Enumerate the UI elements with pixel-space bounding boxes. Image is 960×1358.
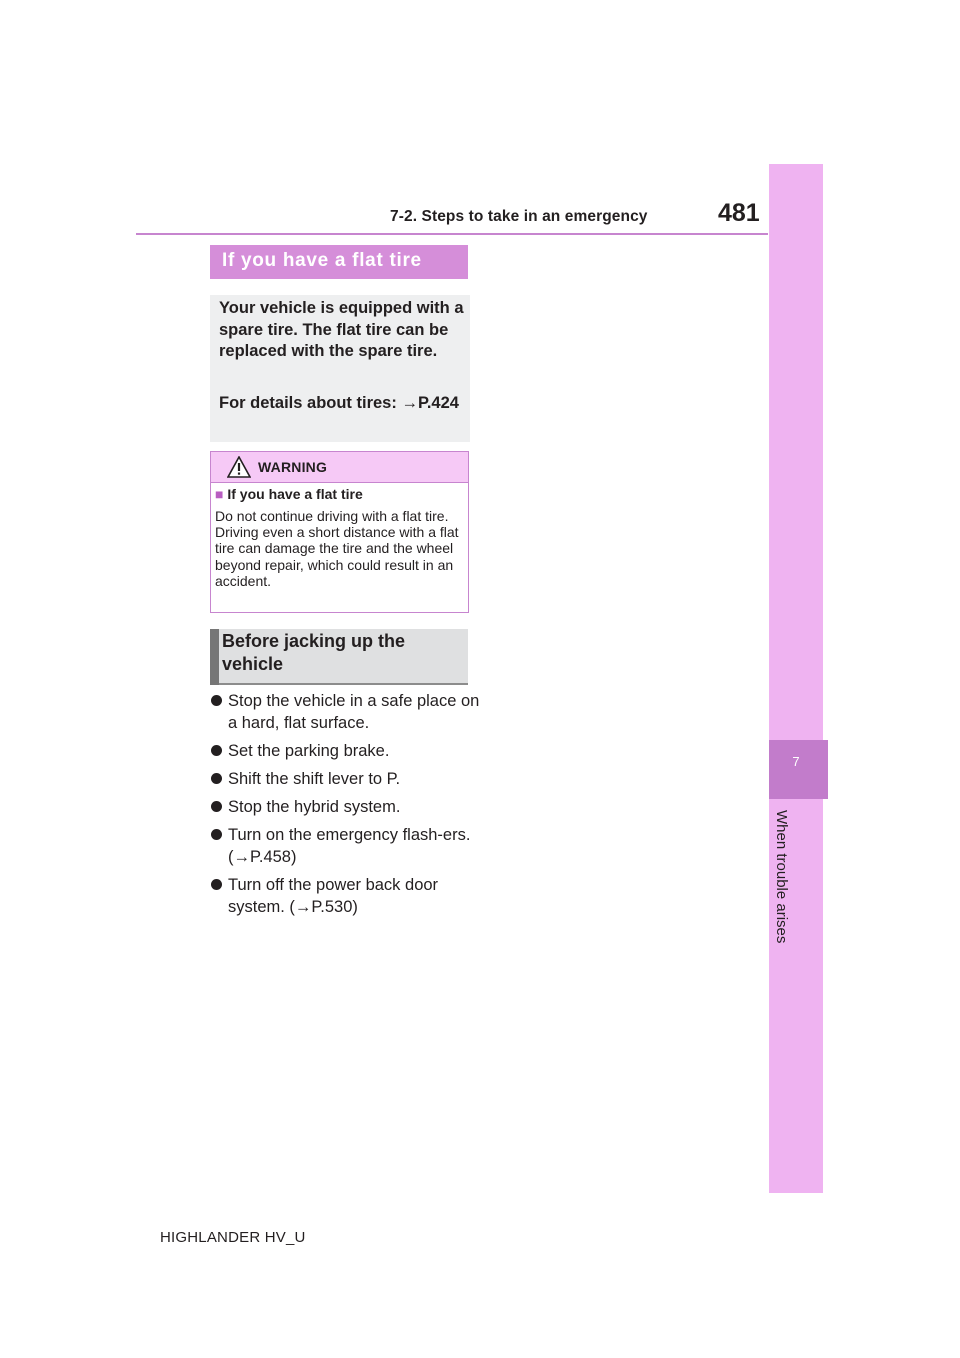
heading-accent-bar [210,629,219,685]
list-item: Shift the shift lever to P. [211,768,481,790]
section-title: 7-2. Steps to take in an emergency [390,208,648,225]
bullet-icon [211,829,222,840]
chapter-number-box [769,740,828,799]
bullet-icon [211,773,222,784]
tire-details-reference[interactable]: For details about tires: →P.424 [219,394,459,412]
bullet-icon [211,879,222,890]
warning-header [211,452,468,483]
chapter-label: When trouble arises [773,810,790,944]
footer-model: HIGHLANDER HV_U [160,1229,306,1246]
flat-tire-heading-text: If you have a flat tire [222,250,422,271]
chapter-number: 7 [792,754,800,769]
info-box [210,295,470,442]
jacking-heading [210,629,468,685]
bullet-icon [211,745,222,756]
warning-triangle-icon [227,456,251,478]
info-text: Your vehicle is equipped with a spare tire. The flat tire can be replaced with the spare tire. [219,299,464,361]
warning-subhead [215,486,363,502]
bullet-icon [211,801,222,812]
list-item: Set the parking brake. [211,740,481,762]
list-item: Turn off the power back door system. (→P.530) [211,874,481,918]
warning-label: WARNING [258,459,328,475]
flat-tire-heading [210,245,468,279]
list-item: Stop the hybrid system. [211,796,481,818]
jacking-heading-text: Before jacking up the vehicle [222,631,406,674]
warning-paragraph: Do not continue driving with a flat tire. [215,508,449,524]
jacking-steps-list [211,690,481,924]
header-divider [136,233,768,235]
list-item: Stop the vehicle in a safe place on a hard, flat surface. [211,690,481,734]
bullet-icon [211,695,222,706]
warning-subhead-text: If you have a flat tire [227,486,363,502]
warning-paragraph: Driving even a short distance with a flat tire can damage the tire and the wheel beyond repair, which could result in an accident. [215,524,459,589]
warning-box [210,451,469,613]
page-number: 481 [718,199,760,227]
chapter-side-tab [769,164,823,1193]
warning-body [215,508,461,589]
list-item: Turn on the emergency flash-ers. (→P.458) [211,824,481,868]
square-bullet-icon: ■ [215,486,224,502]
